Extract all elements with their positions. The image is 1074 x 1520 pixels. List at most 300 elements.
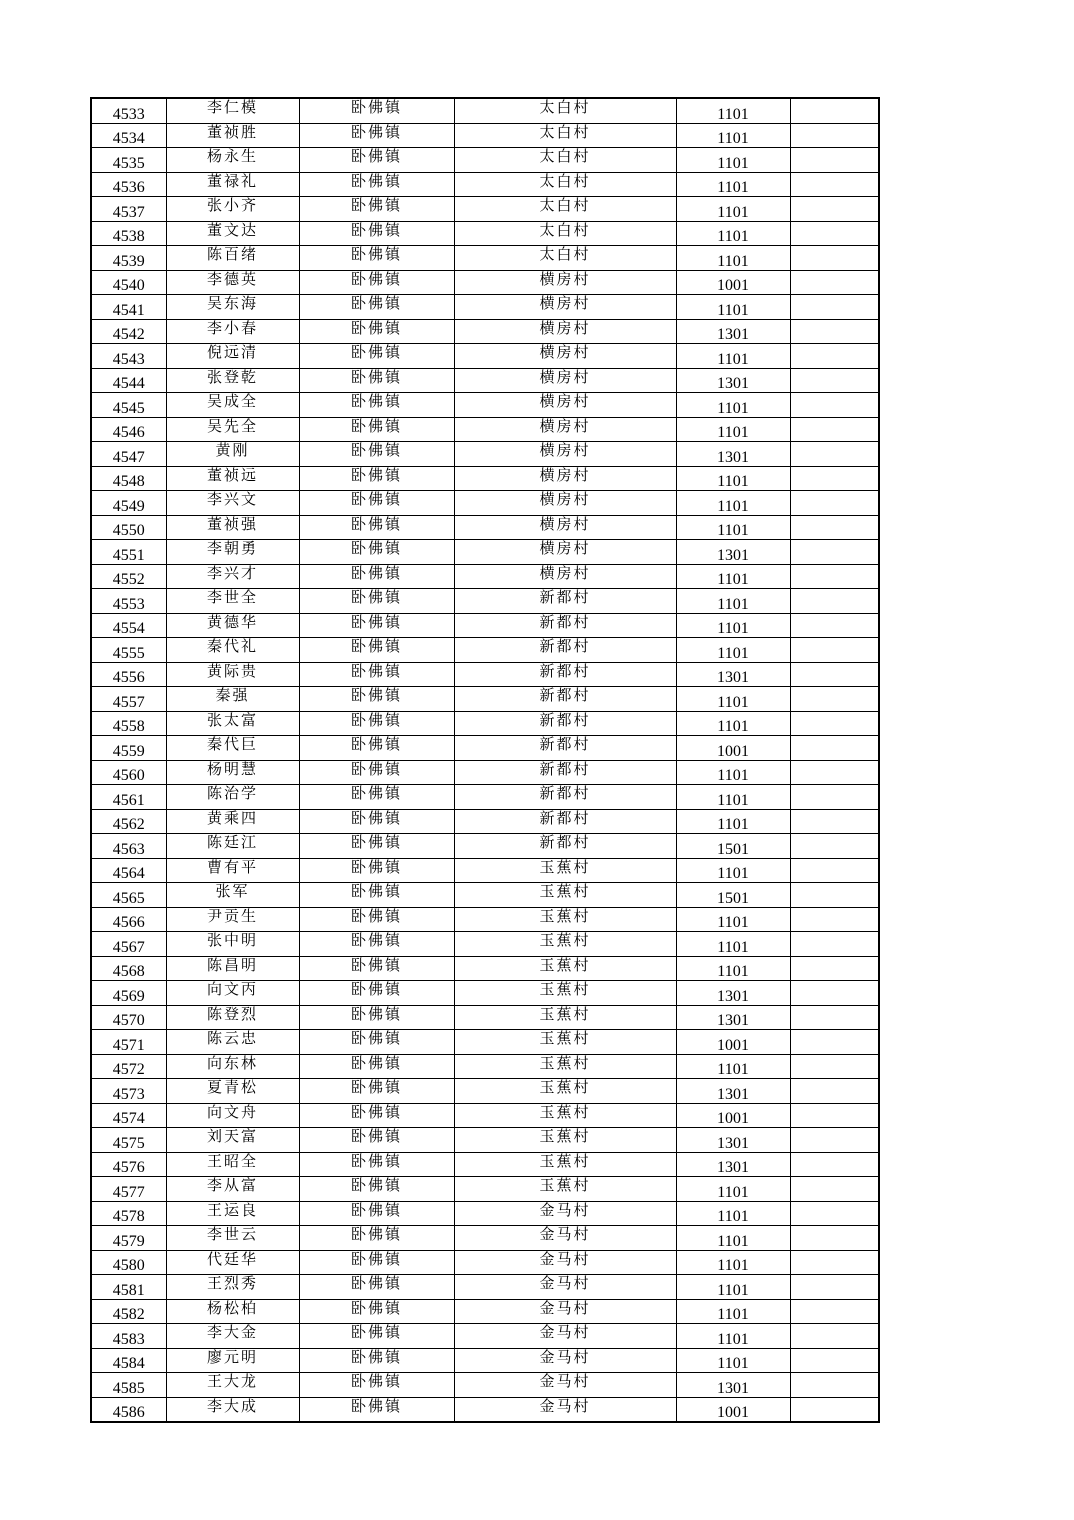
- person-name-cell: 尹贡生: [166, 907, 299, 932]
- code-cell: 1101: [676, 1177, 790, 1202]
- town-cell: 卧佛镇: [299, 638, 454, 663]
- record-number-cell: 4536: [91, 172, 166, 197]
- table-row: [91, 319, 879, 344]
- record-number-cell: 4551: [91, 540, 166, 565]
- record-number-cell: 4550: [91, 515, 166, 540]
- blank-cell: [790, 858, 879, 883]
- record-number-cell: 4577: [91, 1177, 166, 1202]
- record-number-cell: 4553: [91, 589, 166, 614]
- record-number-cell: 4558: [91, 711, 166, 736]
- record-number-cell: 4583: [91, 1324, 166, 1349]
- town-cell: 卧佛镇: [299, 1373, 454, 1398]
- village-cell: 金马村: [454, 1397, 676, 1422]
- table-row: [91, 1348, 879, 1373]
- code-cell: 1101: [676, 1054, 790, 1079]
- town-cell: 卧佛镇: [299, 393, 454, 418]
- village-cell: 玉蕉村: [454, 932, 676, 957]
- town-cell: 卧佛镇: [299, 1030, 454, 1055]
- code-cell: 1501: [676, 883, 790, 908]
- blank-cell: [790, 687, 879, 712]
- town-cell: 卧佛镇: [299, 368, 454, 393]
- person-name-cell: 张登乾: [166, 368, 299, 393]
- table-row: [91, 1030, 879, 1055]
- town-cell: 卧佛镇: [299, 1054, 454, 1079]
- blank-cell: [790, 197, 879, 222]
- record-number-cell: 4582: [91, 1299, 166, 1324]
- record-number-cell: 4575: [91, 1128, 166, 1153]
- table-row: [91, 295, 879, 320]
- blank-cell: [790, 1324, 879, 1349]
- person-name-cell: 吴东海: [166, 295, 299, 320]
- table-row: [91, 197, 879, 222]
- table-row: [91, 638, 879, 663]
- person-name-cell: 董祯强: [166, 515, 299, 540]
- town-cell: 卧佛镇: [299, 981, 454, 1006]
- village-cell: 横房村: [454, 491, 676, 516]
- record-number-cell: 4584: [91, 1348, 166, 1373]
- record-number-cell: 4571: [91, 1030, 166, 1055]
- town-cell: 卧佛镇: [299, 1299, 454, 1324]
- blank-cell: [790, 172, 879, 197]
- record-number-cell: 4565: [91, 883, 166, 908]
- record-number-cell: 4546: [91, 417, 166, 442]
- code-cell: 1101: [676, 1299, 790, 1324]
- person-name-cell: 杨松柏: [166, 1299, 299, 1324]
- village-cell: 金马村: [454, 1226, 676, 1251]
- blank-cell: [790, 344, 879, 369]
- table-row: [91, 711, 879, 736]
- village-cell: 太白村: [454, 123, 676, 148]
- code-cell: 1301: [676, 1373, 790, 1398]
- person-name-cell: 秦代巨: [166, 736, 299, 761]
- blank-cell: [790, 148, 879, 173]
- town-cell: 卧佛镇: [299, 760, 454, 785]
- person-name-cell: 黄德华: [166, 613, 299, 638]
- blank-cell: [790, 98, 879, 123]
- table-row: [91, 368, 879, 393]
- village-cell: 玉蕉村: [454, 956, 676, 981]
- town-cell: 卧佛镇: [299, 98, 454, 123]
- blank-cell: [790, 491, 879, 516]
- blank-cell: [790, 613, 879, 638]
- person-name-cell: 吴先全: [166, 417, 299, 442]
- town-cell: 卧佛镇: [299, 613, 454, 638]
- table-row: [91, 785, 879, 810]
- blank-cell: [790, 564, 879, 589]
- town-cell: 卧佛镇: [299, 344, 454, 369]
- code-cell: 1001: [676, 270, 790, 295]
- village-cell: 玉蕉村: [454, 1152, 676, 1177]
- village-cell: 金马村: [454, 1373, 676, 1398]
- blank-cell: [790, 368, 879, 393]
- person-name-cell: 秦强: [166, 687, 299, 712]
- village-cell: 新都村: [454, 736, 676, 761]
- village-cell: 新都村: [454, 687, 676, 712]
- table-row: [91, 1103, 879, 1128]
- village-cell: 新都村: [454, 809, 676, 834]
- town-cell: 卧佛镇: [299, 785, 454, 810]
- blank-cell: [790, 393, 879, 418]
- code-cell: 1101: [676, 1201, 790, 1226]
- code-cell: 1101: [676, 589, 790, 614]
- person-name-cell: 刘天富: [166, 1128, 299, 1153]
- blank-cell: [790, 1103, 879, 1128]
- record-number-cell: 4560: [91, 760, 166, 785]
- person-name-cell: 秦代礼: [166, 638, 299, 663]
- blank-cell: [790, 711, 879, 736]
- town-cell: 卧佛镇: [299, 491, 454, 516]
- code-cell: 1501: [676, 834, 790, 859]
- person-name-cell: 夏青松: [166, 1079, 299, 1104]
- code-cell: 1101: [676, 564, 790, 589]
- person-name-cell: 黄刚: [166, 442, 299, 467]
- blank-cell: [790, 956, 879, 981]
- blank-cell: [790, 662, 879, 687]
- person-name-cell: 张太富: [166, 711, 299, 736]
- table-row: [91, 172, 879, 197]
- town-cell: 卧佛镇: [299, 515, 454, 540]
- village-cell: 新都村: [454, 613, 676, 638]
- blank-cell: [790, 907, 879, 932]
- table-row: [91, 1226, 879, 1251]
- table-row: [91, 221, 879, 246]
- code-cell: 1301: [676, 368, 790, 393]
- table-row: [91, 834, 879, 859]
- record-number-cell: 4562: [91, 809, 166, 834]
- town-cell: 卧佛镇: [299, 883, 454, 908]
- record-number-cell: 4537: [91, 197, 166, 222]
- code-cell: 1301: [676, 319, 790, 344]
- record-number-cell: 4541: [91, 295, 166, 320]
- town-cell: 卧佛镇: [299, 1250, 454, 1275]
- code-cell: 1101: [676, 417, 790, 442]
- person-name-cell: 倪远清: [166, 344, 299, 369]
- village-cell: 玉蕉村: [454, 907, 676, 932]
- village-cell: 横房村: [454, 515, 676, 540]
- town-cell: 卧佛镇: [299, 1397, 454, 1422]
- town-cell: 卧佛镇: [299, 834, 454, 859]
- town-cell: 卧佛镇: [299, 932, 454, 957]
- code-cell: 1001: [676, 736, 790, 761]
- table-row: [91, 491, 879, 516]
- person-name-cell: 李小春: [166, 319, 299, 344]
- record-number-cell: 4578: [91, 1201, 166, 1226]
- table-row: [91, 246, 879, 271]
- code-cell: 1301: [676, 540, 790, 565]
- person-name-cell: 李朝勇: [166, 540, 299, 565]
- record-number-cell: 4538: [91, 221, 166, 246]
- village-cell: 玉蕉村: [454, 1079, 676, 1104]
- blank-cell: [790, 1373, 879, 1398]
- village-cell: 新都村: [454, 662, 676, 687]
- blank-cell: [790, 1299, 879, 1324]
- blank-cell: [790, 932, 879, 957]
- table-row: [91, 1324, 879, 1349]
- record-number-cell: 4555: [91, 638, 166, 663]
- table-row: [91, 98, 879, 123]
- table-row: [91, 515, 879, 540]
- code-cell: 1101: [676, 1250, 790, 1275]
- village-cell: 金马村: [454, 1324, 676, 1349]
- record-number-cell: 4542: [91, 319, 166, 344]
- roster-table-body: [91, 98, 879, 1422]
- code-cell: 1101: [676, 809, 790, 834]
- code-cell: 1101: [676, 344, 790, 369]
- record-number-cell: 4540: [91, 270, 166, 295]
- blank-cell: [790, 1177, 879, 1202]
- code-cell: 1101: [676, 1226, 790, 1251]
- code-cell: 1101: [676, 491, 790, 516]
- record-number-cell: 4559: [91, 736, 166, 761]
- town-cell: 卧佛镇: [299, 246, 454, 271]
- person-name-cell: 董祯远: [166, 466, 299, 491]
- blank-cell: [790, 809, 879, 834]
- village-cell: 金马村: [454, 1348, 676, 1373]
- table-row: [91, 687, 879, 712]
- code-cell: 1101: [676, 760, 790, 785]
- village-cell: 横房村: [454, 417, 676, 442]
- code-cell: 1101: [676, 1324, 790, 1349]
- code-cell: 1101: [676, 246, 790, 271]
- person-name-cell: 李大成: [166, 1397, 299, 1422]
- code-cell: 1101: [676, 907, 790, 932]
- code-cell: 1101: [676, 1275, 790, 1300]
- village-cell: 太白村: [454, 197, 676, 222]
- code-cell: 1101: [676, 956, 790, 981]
- person-name-cell: 李世云: [166, 1226, 299, 1251]
- table-row: [91, 417, 879, 442]
- village-cell: 横房村: [454, 270, 676, 295]
- person-name-cell: 陈登烈: [166, 1005, 299, 1030]
- record-number-cell: 4574: [91, 1103, 166, 1128]
- record-number-cell: 4573: [91, 1079, 166, 1104]
- person-name-cell: 董禄礼: [166, 172, 299, 197]
- table-row: [91, 1250, 879, 1275]
- code-cell: 1101: [676, 172, 790, 197]
- village-cell: 新都村: [454, 711, 676, 736]
- person-name-cell: 杨永生: [166, 148, 299, 173]
- record-number-cell: 4548: [91, 466, 166, 491]
- code-cell: 1101: [676, 932, 790, 957]
- person-name-cell: 王烈秀: [166, 1275, 299, 1300]
- village-cell: 金马村: [454, 1201, 676, 1226]
- town-cell: 卧佛镇: [299, 711, 454, 736]
- code-cell: 1301: [676, 1128, 790, 1153]
- person-name-cell: 陈百绪: [166, 246, 299, 271]
- record-number-cell: 4535: [91, 148, 166, 173]
- table-row: [91, 393, 879, 418]
- village-cell: 玉蕉村: [454, 1103, 676, 1128]
- town-cell: 卧佛镇: [299, 295, 454, 320]
- town-cell: 卧佛镇: [299, 540, 454, 565]
- table-row: [91, 344, 879, 369]
- blank-cell: [790, 540, 879, 565]
- village-cell: 玉蕉村: [454, 858, 676, 883]
- person-name-cell: 代廷华: [166, 1250, 299, 1275]
- town-cell: 卧佛镇: [299, 907, 454, 932]
- town-cell: 卧佛镇: [299, 1201, 454, 1226]
- table-row: [91, 932, 879, 957]
- blank-cell: [790, 319, 879, 344]
- code-cell: 1001: [676, 1030, 790, 1055]
- record-number-cell: 4539: [91, 246, 166, 271]
- blank-cell: [790, 466, 879, 491]
- code-cell: 1101: [676, 123, 790, 148]
- table-row: [91, 1373, 879, 1398]
- village-cell: 横房村: [454, 344, 676, 369]
- village-cell: 横房村: [454, 295, 676, 320]
- town-cell: 卧佛镇: [299, 197, 454, 222]
- record-number-cell: 4586: [91, 1397, 166, 1422]
- code-cell: 1301: [676, 1079, 790, 1104]
- table-row: [91, 858, 879, 883]
- table-row: [91, 981, 879, 1006]
- town-cell: 卧佛镇: [299, 809, 454, 834]
- blank-cell: [790, 417, 879, 442]
- blank-cell: [790, 1226, 879, 1251]
- village-cell: 太白村: [454, 148, 676, 173]
- code-cell: 1101: [676, 295, 790, 320]
- village-cell: 横房村: [454, 466, 676, 491]
- village-cell: 金马村: [454, 1299, 676, 1324]
- town-cell: 卧佛镇: [299, 589, 454, 614]
- town-cell: 卧佛镇: [299, 956, 454, 981]
- person-name-cell: 李德英: [166, 270, 299, 295]
- person-name-cell: 王运良: [166, 1201, 299, 1226]
- record-number-cell: 4556: [91, 662, 166, 687]
- village-cell: 新都村: [454, 638, 676, 663]
- person-name-cell: 向文丙: [166, 981, 299, 1006]
- table-row: [91, 148, 879, 173]
- table-row: [91, 736, 879, 761]
- village-cell: 新都村: [454, 834, 676, 859]
- record-number-cell: 4568: [91, 956, 166, 981]
- table-row: [91, 809, 879, 834]
- table-row: [91, 613, 879, 638]
- record-number-cell: 4543: [91, 344, 166, 369]
- town-cell: 卧佛镇: [299, 736, 454, 761]
- village-cell: 横房村: [454, 442, 676, 467]
- village-cell: 玉蕉村: [454, 1005, 676, 1030]
- person-name-cell: 陈廷江: [166, 834, 299, 859]
- village-cell: 玉蕉村: [454, 883, 676, 908]
- village-cell: 横房村: [454, 319, 676, 344]
- town-cell: 卧佛镇: [299, 687, 454, 712]
- person-name-cell: 张中明: [166, 932, 299, 957]
- blank-cell: [790, 736, 879, 761]
- person-name-cell: 董文达: [166, 221, 299, 246]
- table-row: [91, 564, 879, 589]
- person-name-cell: 向文舟: [166, 1103, 299, 1128]
- table-row: [91, 270, 879, 295]
- code-cell: 1301: [676, 1152, 790, 1177]
- table-row: [91, 1177, 879, 1202]
- village-cell: 金马村: [454, 1275, 676, 1300]
- village-cell: 横房村: [454, 564, 676, 589]
- code-cell: 1001: [676, 1397, 790, 1422]
- town-cell: 卧佛镇: [299, 1103, 454, 1128]
- record-number-cell: 4572: [91, 1054, 166, 1079]
- code-cell: 1101: [676, 197, 790, 222]
- blank-cell: [790, 1152, 879, 1177]
- blank-cell: [790, 1054, 879, 1079]
- town-cell: 卧佛镇: [299, 1079, 454, 1104]
- person-name-cell: 董祯胜: [166, 123, 299, 148]
- record-number-cell: 4570: [91, 1005, 166, 1030]
- table-row: [91, 1005, 879, 1030]
- table-row: [91, 540, 879, 565]
- record-number-cell: 4566: [91, 907, 166, 932]
- record-number-cell: 4534: [91, 123, 166, 148]
- blank-cell: [790, 1030, 879, 1055]
- code-cell: 1301: [676, 662, 790, 687]
- village-cell: 太白村: [454, 98, 676, 123]
- town-cell: 卧佛镇: [299, 1128, 454, 1153]
- code-cell: 1101: [676, 613, 790, 638]
- town-cell: 卧佛镇: [299, 172, 454, 197]
- person-name-cell: 杨明慧: [166, 760, 299, 785]
- record-number-cell: 4554: [91, 613, 166, 638]
- table-row: [91, 1397, 879, 1422]
- record-number-cell: 4585: [91, 1373, 166, 1398]
- code-cell: 1101: [676, 98, 790, 123]
- person-name-cell: 李从富: [166, 1177, 299, 1202]
- village-cell: 玉蕉村: [454, 1128, 676, 1153]
- table-row: [91, 907, 879, 932]
- person-name-cell: 吴成全: [166, 393, 299, 418]
- record-number-cell: 4563: [91, 834, 166, 859]
- person-name-cell: 王昭全: [166, 1152, 299, 1177]
- village-cell: 横房村: [454, 368, 676, 393]
- code-cell: 1101: [676, 148, 790, 173]
- code-cell: 1101: [676, 638, 790, 663]
- table-row: [91, 589, 879, 614]
- code-cell: 1301: [676, 442, 790, 467]
- record-number-cell: 4547: [91, 442, 166, 467]
- blank-cell: [790, 270, 879, 295]
- town-cell: 卧佛镇: [299, 148, 454, 173]
- village-cell: 太白村: [454, 172, 676, 197]
- blank-cell: [790, 638, 879, 663]
- table-row: [91, 1299, 879, 1324]
- person-name-cell: 黄乘四: [166, 809, 299, 834]
- table-row: [91, 123, 879, 148]
- town-cell: 卧佛镇: [299, 858, 454, 883]
- village-cell: 新都村: [454, 785, 676, 810]
- blank-cell: [790, 1005, 879, 1030]
- record-number-cell: 4533: [91, 98, 166, 123]
- town-cell: 卧佛镇: [299, 1152, 454, 1177]
- town-cell: 卧佛镇: [299, 1348, 454, 1373]
- town-cell: 卧佛镇: [299, 662, 454, 687]
- person-name-cell: 李兴文: [166, 491, 299, 516]
- table-row: [91, 1079, 879, 1104]
- town-cell: 卧佛镇: [299, 564, 454, 589]
- blank-cell: [790, 1079, 879, 1104]
- village-cell: 玉蕉村: [454, 1054, 676, 1079]
- village-cell: 横房村: [454, 393, 676, 418]
- village-cell: 太白村: [454, 246, 676, 271]
- record-number-cell: 4552: [91, 564, 166, 589]
- village-cell: 太白村: [454, 221, 676, 246]
- record-number-cell: 4557: [91, 687, 166, 712]
- table-row: [91, 1201, 879, 1226]
- person-name-cell: 李兴才: [166, 564, 299, 589]
- table-row: [91, 760, 879, 785]
- record-number-cell: 4549: [91, 491, 166, 516]
- village-cell: 横房村: [454, 540, 676, 565]
- code-cell: 1001: [676, 1103, 790, 1128]
